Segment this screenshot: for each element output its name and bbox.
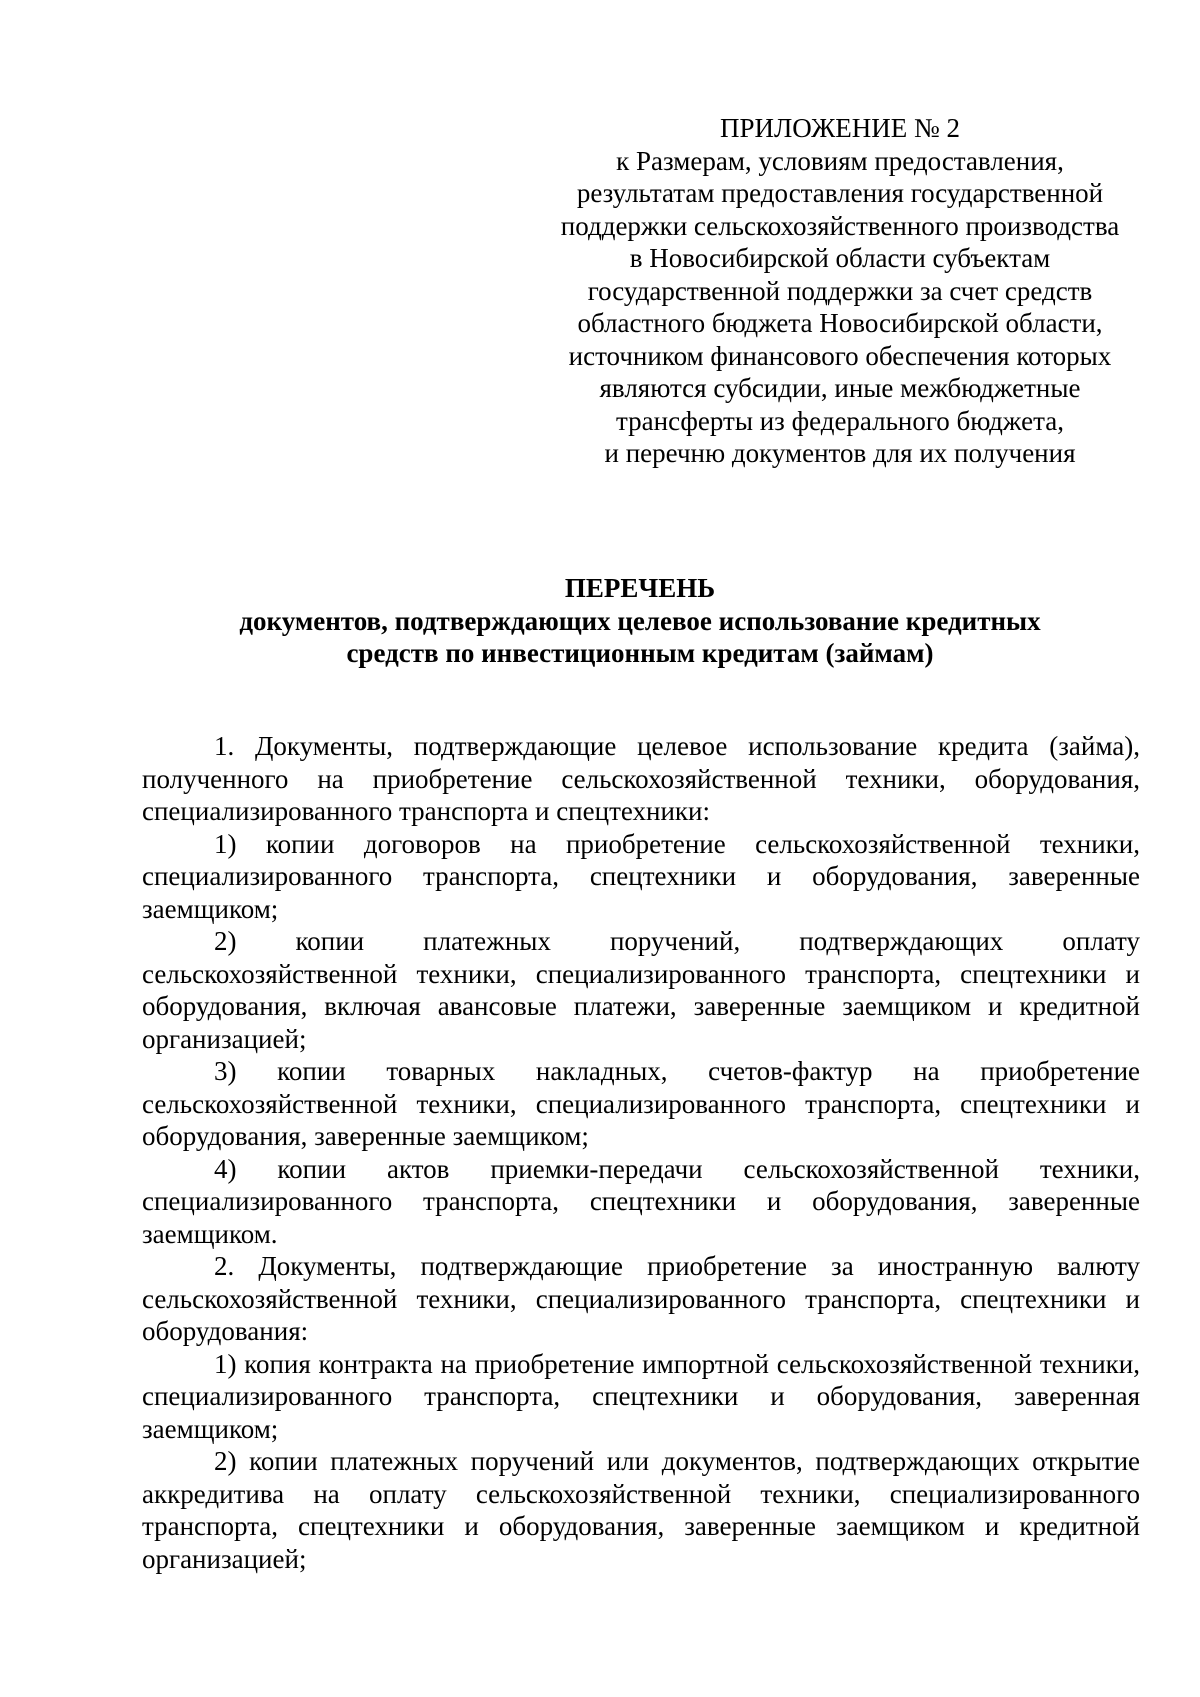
appendix-line: поддержки сельскохозяйственного производства	[560, 210, 1120, 241]
section-1-item-2: 2) копии платежных поручений, подтверждающих оплату сельскохозяйственной техники, специализированного транспорта, спецтехники и оборудования, включая авансовые платежи, заверенные заемщиком и кредитной организацией;	[142, 926, 1140, 1054]
appendix-line: являются субсидии, иные межбюджетные	[599, 373, 1081, 403]
appendix-line: к Размерам, условиям предоставления,	[616, 145, 1064, 176]
document-body	[142, 730, 1140, 1575]
section-1-item-3: 3) копии товарных накладных, счетов-фактур на приобретение сельскохозяйственной техники, специализированного транспорта, спецтехники и оборудования, заверенные заемщиком;	[142, 1056, 1140, 1151]
appendix-line: результатам предоставления государственной	[576, 178, 1104, 208]
section-1-paragraph: 1. Документы, подтверждающие целевое использование кредита (займа), полученного на приобретение сельскохозяйственной техники, оборудования, специализированного транспорта и спецтехники:	[142, 731, 1140, 826]
appendix-line: трансферты из федерального бюджета,	[616, 405, 1064, 436]
appendix-line: государственной поддержки за счет средств	[587, 275, 1093, 306]
appendix-line: в Новосибирской области субъектам	[629, 243, 1051, 273]
section-1-item-4: 4) копии актов приемки-передачи сельскохозяйственной техники, специализированного транспорта, спецтехники и оборудования, заверенные заемщиком.	[142, 1153, 1140, 1249]
appendix-title: ПРИЛОЖЕНИЕ № 2	[719, 113, 961, 143]
document-subtitle-line: документов, подтверждающих целевое использование кредитных	[239, 605, 1041, 636]
appendix-line: и перечню документов для их получения	[604, 438, 1076, 468]
document-title-block	[140, 572, 1140, 670]
appendix-line: областного бюджета Новосибирской области,	[577, 308, 1103, 338]
appendix-block	[540, 112, 1140, 470]
document-heading: ПЕРЕЧЕНЬ	[564, 573, 716, 603]
section-2-item-2: 2) копии платежных поручений или документов, подтверждающих открытие аккредитива на оплату сельскохозяйственной техники, специализированного транспорта, спецтехники и оборудования, заверенные заемщиком и кредитной организацией;	[142, 1446, 1140, 1574]
section-1-item-1: 1) копии договоров на приобретение сельскохозяйственной техники, специализированного транспорта, спецтехники и оборудования, заверенные заемщиком;	[142, 828, 1140, 924]
appendix-line: источником финансового обеспечения которых	[568, 340, 1112, 371]
section-2-item-1: 1) копия контракта на приобретение импортной сельскохозяйственной техники, специализированного транспорта, спецтехники и оборудования, заверенная заемщиком;	[142, 1348, 1140, 1444]
section-2-paragraph: 2. Документы, подтверждающие приобретение за иностранную валюту сельскохозяйственной техники, специализированного транспорта, спецтехники и оборудования:	[142, 1251, 1140, 1346]
document-subtitle-line: средств по инвестиционным кредитам (займам)	[346, 638, 934, 668]
